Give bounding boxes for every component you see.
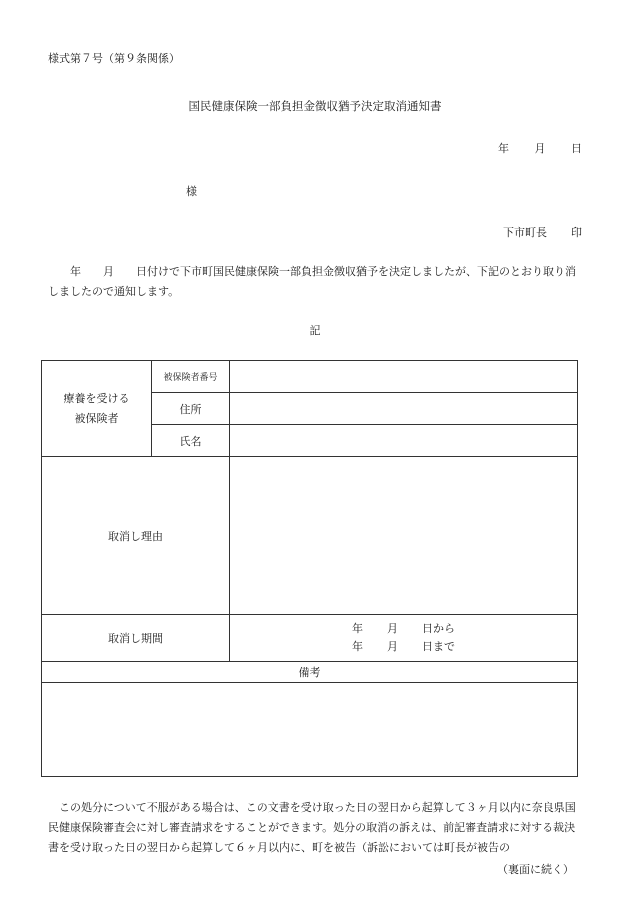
continued-note: （裏面に続く）	[497, 863, 574, 876]
issue-date	[492, 140, 582, 156]
reason-field[interactable]	[230, 457, 578, 615]
date-day: 日	[571, 142, 582, 155]
reason-label: 取消し理由	[42, 457, 230, 615]
details-table	[41, 360, 578, 777]
name-label: 氏名	[152, 425, 230, 457]
period-label: 取消し期間	[42, 615, 230, 662]
name-field[interactable]	[230, 425, 578, 457]
form-number-label: 様式第７号（第９条関係）	[48, 52, 180, 65]
period-from: 年 月 日から	[352, 622, 455, 635]
ki-heading: 記	[309, 324, 321, 337]
date-month: 月	[534, 142, 546, 155]
recipient-suffix: 様	[186, 185, 197, 198]
insured-number-label: 被保険者番号	[152, 361, 230, 393]
sender	[503, 224, 582, 240]
appeal-notice: この処分について不服がある場合は、この文書を受け取った日の翌日から起算して３ヶ月以内に奈良県国民健康保険審査会に対し審査請求をすることができます。処分の取消の訴えは、前記審査請求に対する裁決書を受け取った日の翌日から起算して６ヶ月以内に、町を被告（訴訟においては町長が被告の	[48, 801, 576, 854]
period-field[interactable]	[230, 615, 578, 662]
date-year: 年	[498, 142, 509, 155]
address-label: 住所	[152, 393, 230, 425]
seal-mark: 印	[571, 226, 582, 239]
period-to: 年 月 日まで	[352, 640, 455, 653]
insured-number-field[interactable]	[230, 361, 578, 393]
notice-body: 年 月 日付けで下市町国民健康保険一部負担金徴収猶予を決定しましたが、下記のとおり取り消しましたので通知します。	[48, 265, 576, 298]
document-title: 国民健康保険一部負担金徴収猶予決定取消通知書	[188, 99, 442, 113]
address-field[interactable]	[230, 393, 578, 425]
insured-group-label: 療養を受ける被保険者	[42, 361, 152, 457]
sender-name: 下市町長	[503, 226, 547, 239]
remarks-field[interactable]	[42, 683, 578, 777]
remarks-label: 備考	[42, 662, 578, 683]
